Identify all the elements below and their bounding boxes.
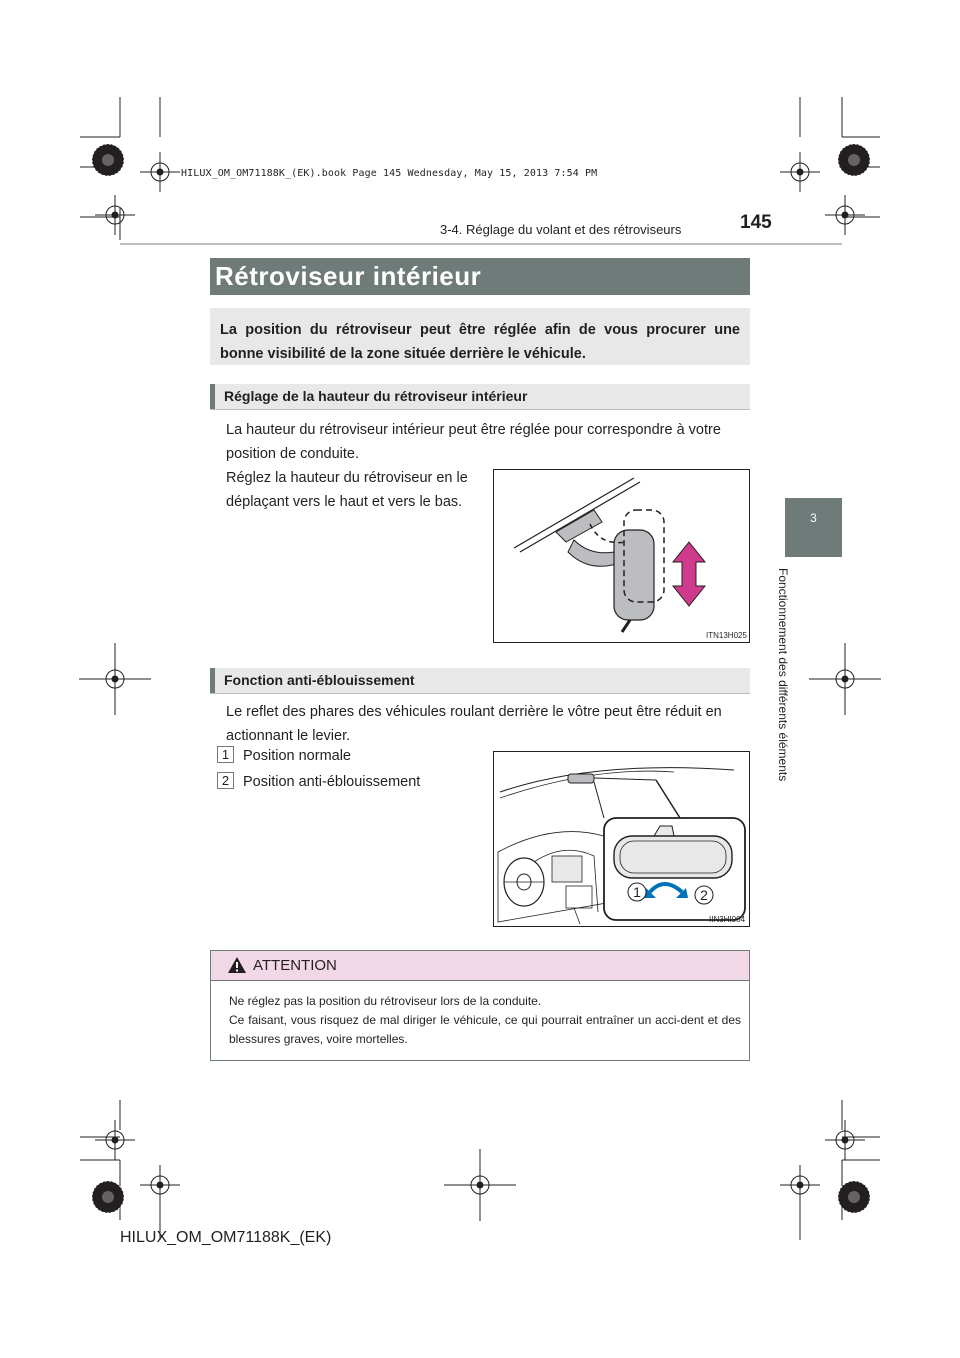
figure-code-antiglare: IIN3HI004 — [709, 915, 746, 924]
warning-triangle-icon — [227, 956, 247, 974]
warning-title: ATTENTION — [253, 957, 337, 974]
chapter-side-label-text: Fonctionnement des différents éléments — [776, 568, 790, 782]
warning-line-2: Ce faisant, vous risquez de mal diriger le véhicule, ce qui pourrait entraîner un acci-dent et des blessures graves, voire mortelles. — [229, 1013, 741, 1046]
page-title: Rétroviseur intérieur — [215, 261, 482, 291]
chapter-tab — [785, 498, 842, 557]
chapter-side-label — [776, 568, 804, 800]
warning-box — [210, 950, 750, 1061]
figure-label-2: 2 — [700, 887, 708, 903]
antiglare-heading-text: Fonction anti-éblouissement — [224, 672, 415, 688]
warning-body — [229, 992, 741, 1049]
footer-document-code: HILUX_OM_OM71188K_(EK) — [120, 1229, 332, 1246]
mirror-height-illustration — [494, 470, 750, 643]
figure-code-height: ITN13H025 — [706, 631, 747, 640]
heading-accent-bar — [210, 668, 215, 693]
header-rule — [120, 243, 842, 245]
height-heading-text: Réglage de la hauteur du rétroviseur intérieur — [224, 388, 528, 404]
antiglare-figure — [493, 751, 750, 927]
item-number-1: 1 — [217, 746, 234, 763]
intro-text: La position du rétroviseur peut être réglée afin de vous procurer une bonne visibilité de la zone située derrière le véhicule. — [220, 322, 740, 362]
mirror-height-figure — [493, 469, 750, 643]
item-label-normal: Position normale — [243, 748, 351, 764]
height-section-heading — [210, 384, 750, 410]
print-stamp: HILUX_OM_OM71188K_(EK).book Page 145 Wednesday, May 15, 2013 7:54 PM — [181, 168, 598, 179]
figure-label-1: 1 — [633, 884, 641, 900]
warning-header — [211, 951, 749, 981]
warning-line-1: Ne réglez pas la position du rétroviseur lors de la conduite. — [229, 994, 542, 1008]
height-paragraph-1: La hauteur du rétroviseur intérieur peut être réglée pour correspondre à votre position de conduite. — [226, 422, 721, 462]
title-bar — [210, 258, 750, 295]
page-number: 145 — [740, 212, 772, 233]
intro-box — [210, 308, 750, 365]
chapter-number: 3 — [810, 511, 817, 525]
section-header: 3-4. Réglage du volant et des rétroviseurs — [440, 222, 682, 237]
item-number-2: 2 — [217, 772, 234, 789]
antiglare-paragraph: Le reflet des phares des véhicules roulant derrière le vôtre peut être réduit en actionnant le levier. — [226, 704, 722, 744]
antiglare-illustration — [494, 752, 750, 927]
item-label-antiglare: Position anti-éblouissement — [243, 774, 421, 790]
heading-accent-bar — [210, 384, 215, 409]
antiglare-section-heading — [210, 668, 750, 694]
height-paragraph-2: Réglez la hauteur du rétroviseur en le déplaçant vers le haut et vers le bas. — [226, 470, 468, 510]
